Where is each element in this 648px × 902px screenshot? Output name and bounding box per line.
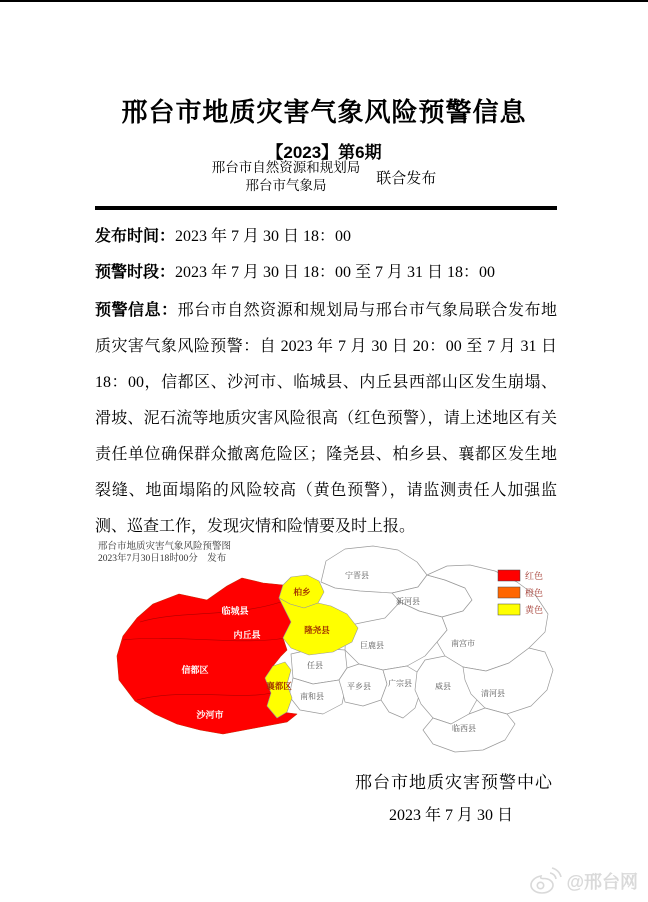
warning-info-paragraph (95, 293, 557, 545)
county-label: 平乡县 (347, 682, 371, 691)
signature-organization: 邢台市地质灾害预警中心 (355, 773, 553, 792)
publisher-line-2: 邢台市气象局 (245, 178, 327, 193)
weibo-icon (529, 866, 563, 896)
page-title: 邢台市地质灾害气象风险预警信息 (121, 97, 527, 127)
county-label: 巨鹿县 (360, 641, 384, 650)
publisher-joint-label: 联合发布 (376, 170, 437, 187)
warning-info-value: 邢台市自然资源和规划局与邢台市气象局联合发布地质灾害气象风险预警：自 2023 年 7 月 30 日 20：00 至 7 月 31 日 18：00，信都区、沙河市、临城县、内丘县西部山区发生崩塌、滑坡、泥石流等地质灾害风险很高（红色预警），请上述地区有关责任单位确保群众撤离危险区；隆尧县、柏乡县、襄都区发生地裂缝、地面塌陷的风险较高（黄色预警），请监测责任人加强监测、巡查工作，发现灾情和险情要及时上报。 (95, 302, 557, 535)
watermark (529, 866, 638, 896)
risk-warning-map (95, 538, 570, 766)
county-label: 临西县 (452, 724, 476, 733)
legend-swatch-red (498, 570, 520, 581)
issue-number: 【2023】第6期 (266, 143, 382, 162)
red-region-label: 沙河市 (196, 710, 224, 720)
publisher-names (212, 159, 361, 195)
watermark-text: @邢台网 (566, 872, 638, 892)
publish-time-label: 发布时间： (95, 228, 176, 245)
publisher-line-1: 邢台市自然资源和规划局 (211, 160, 361, 175)
legend-swatch-orange (498, 587, 520, 598)
legend-swatch-yellow (498, 604, 520, 615)
county-label: 广宗县 (388, 679, 412, 688)
warning-period-label: 预警时段： (95, 264, 176, 281)
map-title-line-2: 2023年7月30日18时00分 发布 (98, 554, 227, 564)
yellow-region-label: 隆尧县 (304, 625, 330, 635)
yellow-region-label: 柏乡 (293, 587, 311, 597)
county-guangzong (381, 666, 421, 718)
publish-time-line (95, 226, 557, 248)
signature-date: 2023 年 7 月 30 日 (388, 807, 513, 824)
legend-label-yellow: 黄色 (525, 605, 544, 615)
legend-label-red: 红色 (525, 571, 544, 581)
county-ningjin (321, 546, 427, 593)
map-title-line-1: 邢台市地质灾害气象风险预警图 (98, 542, 232, 552)
county-label: 宁晋县 (345, 571, 369, 580)
red-region-label: 信都区 (181, 665, 209, 675)
red-region-label: 内丘县 (233, 630, 261, 640)
map-svg (95, 538, 570, 766)
county-label: 清河县 (481, 689, 505, 698)
yellow-region-label: 襄都区 (266, 681, 292, 691)
county-label: 威县 (435, 682, 451, 691)
county-label: 南和县 (300, 692, 324, 701)
red-region-label: 临城县 (221, 606, 249, 616)
warning-info-label: 预警信息： (95, 302, 178, 319)
county-label: 任县 (307, 661, 323, 670)
publish-time-value: 2023 年 7 月 30 日 18：00 (175, 228, 352, 245)
warning-period-line (95, 262, 557, 284)
horizontal-rule (95, 206, 557, 210)
top-border (0, 0, 648, 2)
warning-period-value: 2023 年 7 月 30 日 18：00 至 7 月 31 日 18：00 (175, 264, 496, 281)
publisher-block (0, 159, 648, 195)
county-label: 新河县 (396, 597, 420, 606)
county-label: 南宫市 (451, 639, 475, 648)
legend-label-orange: 橙色 (525, 588, 544, 598)
